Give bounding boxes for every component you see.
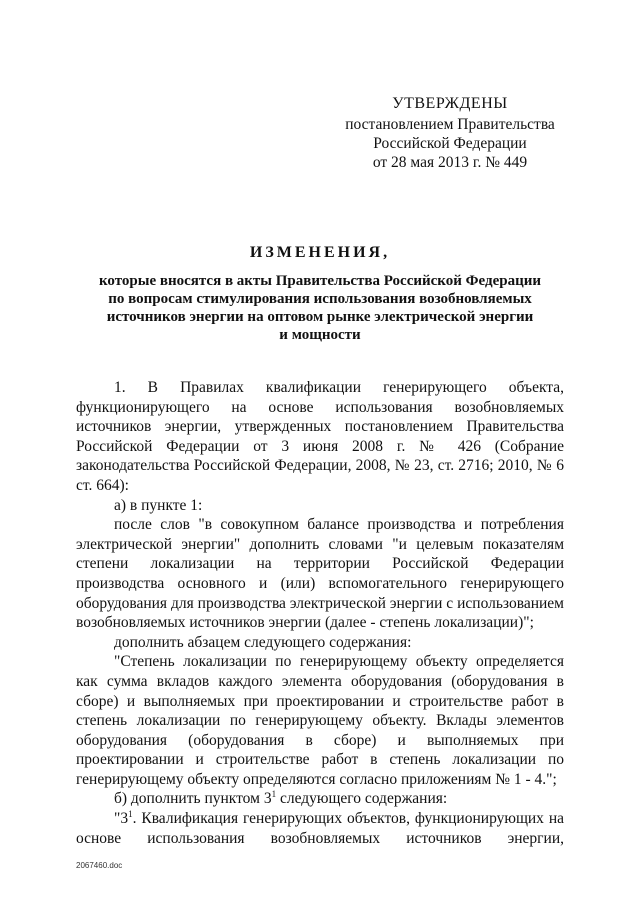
paragraph-2: а) в пункте 1:: [114, 496, 203, 514]
file-name-footer: 2067460.doc: [76, 861, 123, 870]
paragraph-7-text-end: . Квалификация генерирующих объектов, функционирующих на основе использования возобновляемых источников энергии,: [76, 810, 564, 847]
subtitle-line-4: и мощности: [279, 327, 361, 343]
subtitle-line-3: источников энергии на оптовом рынке электрической энергии: [106, 309, 534, 325]
paragraph-7-text: "3: [114, 810, 129, 828]
approval-line-2: Российской Федерации: [373, 135, 527, 152]
document-body: [76, 378, 564, 848]
document-subtitle: [80, 272, 560, 344]
approval-block: [340, 94, 560, 172]
paragraph-7-superscript: 1: [128, 808, 133, 819]
approval-line-1: постановлением Правительства: [345, 116, 555, 133]
subtitle-line-1: которые вносятся в акты Правительства Российской Федерации: [98, 273, 542, 289]
approval-line-3: от 28 мая 2013 г. № 449: [372, 154, 528, 171]
paragraph-5: "Степень локализации по генерирующему объекту определяется как сумма вкладов каждого элемента оборудования (оборудования в сборе) и выполняемых при проектировании и строительстве работ в степень локализации по генерирующему объекту. Вклады элементов оборудования (оборудования в сборе) и выполняемых при проектировании и строительстве работ в степень локализации по генерирующему объекту определяются согласно приложениям № 1 - 4.";: [76, 653, 564, 788]
paragraph-6-superscript: 1: [271, 789, 277, 800]
paragraph-3: после слов "в совокупном балансе производства и потребления электрической энергии" дополнить словами "и целевым показателям степени локализации на территории Российской Федерации производства основного и (или) вспомогательного генерирующего оборудования для производства электрической энергии с использованием возобновляемых источников энергии (далее - степень локализации)";: [76, 516, 564, 632]
document-title: ИЗМЕНЕНИЯ,: [249, 244, 391, 261]
subtitle-line-2: по вопросам стимулирования использования возобновляемых: [108, 291, 532, 307]
paragraph-6-text: б) дополнить пунктом 3: [114, 790, 272, 808]
paragraph-6-text-end: следующего содержания:: [276, 790, 448, 808]
paragraph-1: 1. В Правилах квалификации генерирующего объекта, функционирующего на основе использования возобновляемых источников энергии, утвержденных постановлением Правительства Российской Федерации от 3 июня 2008 г. № 426 (Собрание законодательства Российской Федерации, 2008, № 23, ст. 2716; 2010, № 6 ст. 664):: [76, 379, 564, 494]
paragraph-6: [76, 789, 564, 809]
paragraph-4: дополнить абзацем следующего содержания:: [114, 633, 412, 651]
paragraph-7: [76, 809, 564, 848]
approval-heading: УТВЕРЖДЕНЫ: [392, 95, 508, 112]
